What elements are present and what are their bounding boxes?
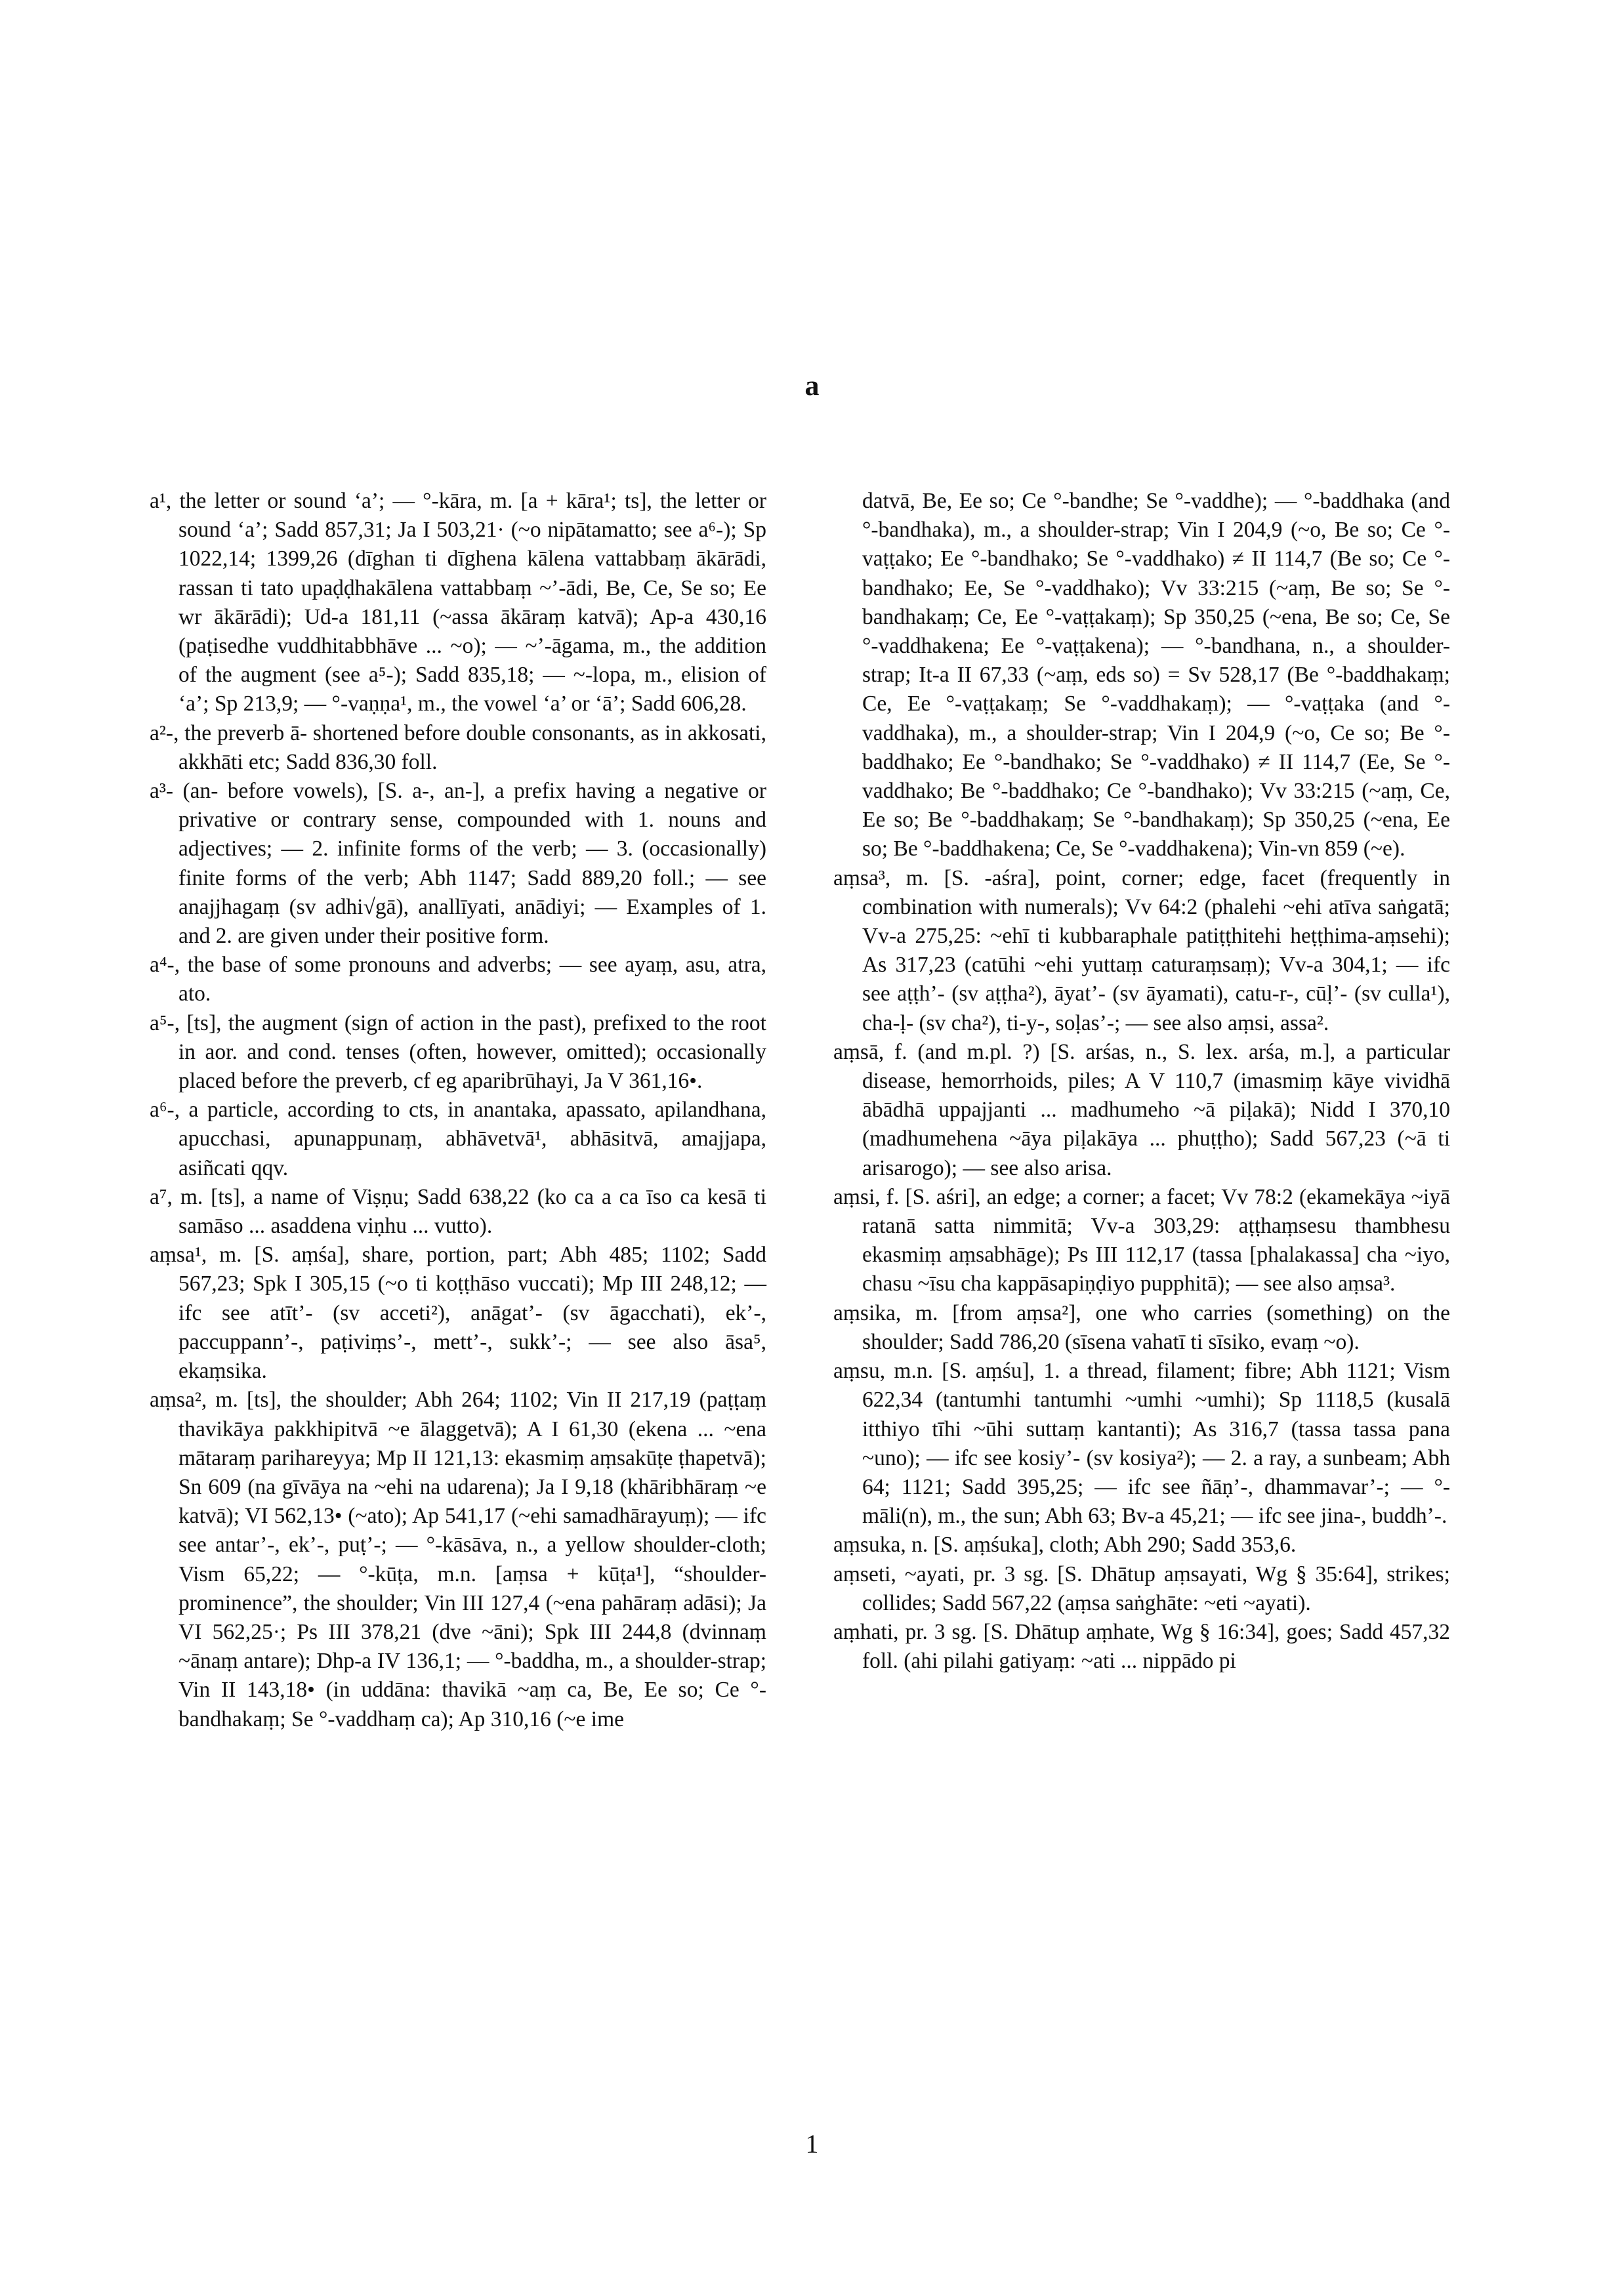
entry-a7: a⁷, m. [ts], a name of Viṣṇu; Sadd 638,22 (ko ca a ca īso ca kesā ti samāso ... asaddena viṇhu ... vutto). bbox=[150, 1184, 766, 1239]
entry-a6: a⁶-, a particle, according to cts, in anantaka, apassato, apilandhana, apucchasi, apunappunaṃ, abhāvetvā¹, abhāsitvā, amajjapa, asiñcati qqv. bbox=[150, 1098, 766, 1180]
entry-amseti: aṃseti, ~ayati, pr. 3 sg. [S. Dhātup aṃsayati, Wg § 35:64], strikes; collides; Sadd 567,22 (aṃsa saṅghāte: ~eti ~ayati). bbox=[833, 1561, 1450, 1615]
entry-amhati: aṃhati, pr. 3 sg. [S. Dhātup aṃhate, Wg § 16:34], goes; Sadd 457,32 foll. (ahi pilahi gatiyaṃ: ~ati ... nippādo pi bbox=[833, 1619, 1450, 1674]
entry-amsa2: aṃsa², m. [ts], the shoulder; Abh 264; 1102; Vin II 217,19 (paṭṭaṃ thavikāya pakkhipitvā ~e ālaggetvā); A I 61,30 (ekena ... ~ena mātaraṃ parihareyya; Mp II 121,13: ekasmiṃ aṃsakūṭe ṭhapetvā); Sn 609 (na gīvāya na ~ehi na udarena); Ja I 9,18 (khāribhāraṃ ~e katvā); VI 562,13• (~ato); Ap 541,17 (~ehi samadhārayuṃ); — ifc see antar’-, ek’-, puṭ’-; — °-kāsāva, n., a yellow shoulder-cloth; Vism 65,22; — °-kūṭa, m.n. [aṃsa + kūṭa¹], “shoulder-prominence”, the shoulder; Vin III 127,4 (~ena pahāraṃ adāsi); Ja VI 562,25·; Ps III 378,21 (dve ~āni); Spk III 244,8 (dvinnaṃ ~ānaṃ antare); Dhp-a IV 136,1; — °-baddha, m., a shoulder-strap; Vin II 143,18• (in uddāna: thavikā ~aṃ ca, Be, Ee so; Ce °-bandhakaṃ; Se °-vaddhaṃ ca); Ap 310,16 (~e ime bbox=[150, 1388, 766, 1731]
entry-a4: a⁴-, the base of some pronouns and adverbs; — see ayaṃ, asu, atra, ato. bbox=[150, 953, 766, 1006]
entry-a1: a¹, the letter or sound ‘a’; — °-kāra, m. [a + kāra¹; ts], the letter or sound ‘a’; Sadd 857,31; Ja I 503,21· (~o nipātamatto; see a⁶-); Sp 1022,14; 1399,26 (dīghan ti dīghena kālena vattabbaṃ ākārādi, rassan ti tato upaḍḍhakālena vattabbaṃ ~’-ādi, Be, Ce, Se so; Ee wr ākārādi); Ud-a 181,11 (~assa ākāraṃ katvā); Ap-a 430,16 (paṭisedhe vuddhitabbhāve ... ~o); — ~’-āgama, m., the addition of the augment (see a⁵-); Sadd 835,18; — ~-lopa, m., elision of ‘a’; Sp 213,9; — °-vaṇṇa¹, m., the vowel ‘a’ or ‘ā’; Sadd 606,28. bbox=[150, 489, 766, 716]
entry-amsuka: aṃsuka, n. [S. aṃśuka], cloth; Abh 290; Sadd 353,6. bbox=[833, 1533, 1297, 1558]
entry-a2: a²-, the preverb ā- shortened before double consonants, as in akkosati, akkhāti etc; Sadd 836,30 foll. bbox=[150, 720, 766, 774]
entry-amsa2-continued: datvā, Be, Ee so; Ce °-bandhe; Se °-vaddhe); — °-baddhaka (and °-bandhaka), m., a shoulder-strap; Vin I 204,9 (~o, Be so; Ce °-vaṭṭako; Ee °-bandhako; Se °-vaddhako) ≠ II 114,7 (Be so; Ce °-bandhako; Ee, Se °-vaddhako); Vv 33:215 (~aṃ, Be so; Se °-bandhakaṃ; Ce, Ee °-vaṭṭakaṃ); Sp 350,25 (~ena, Be so; Ce, Se °-vaddhakena; Ee °-vaṭṭakena); — °-bandhana, n., a shoulder-strap; It-a II 67,33 (~aṃ, eds so) = Sv 528,17 (Be °-baddhakaṃ; Ce, Ee °-vaṭṭakaṃ; Se °-vaddhakaṃ); — °-vaṭṭaka (and °-vaddhaka), m., a shoulder-strap; Vin I 204,9 (~o, Ce so; Be °-baddhako; Ee °-bandhako; Se °-vaddhako) ≠ II 114,7 (Ee, Se °-vaddhako; Be °-baddhako; Ce °-bandhako); Vv 33:215 (~aṃ, Ce, Ee so; Be °-baddhakaṃ; Se °-bandhakaṃ); Sp 350,25 (~ena, Ee so; Be °-baddhakena; Ce, Se °-vaddhakena); Vin-vn 859 (~e). bbox=[862, 489, 1450, 861]
left-column bbox=[150, 487, 766, 1734]
entry-amsa3: aṃsa³, m. [S. -aśra], point, corner; edge, facet (frequently in combination with numerals); Vv 64:2 (phalehi ~ehi atīva saṅgatā; Vv-a 275,25: ~ehī ti kubbaraphale patiṭṭhitehi heṭṭhima-aṃsehi); As 317,23 (catūhi ~ehi yuttaṃ caturaṃsaṃ); Vv-a 304,1; — ifc see aṭṭh’- (sv aṭṭha²), āyat’- (sv āyamati), catu-r-, cūḷ’- (sv culla¹), cha-ḷ- (sv cha²), ti-y-, soḷas’-; — see also aṃsi, assa². bbox=[833, 865, 1450, 1035]
entry-amsi: aṃsi, f. [S. aśri], an edge; a corner; a facet; Vv 78:2 (ekamekāya ~iyā ratanā satta nimmitā; Vv-a 303,29: aṭṭhaṃsesu thambhesu ekasmiṃ aṃsabhāge); Ps III 112,17 (tassa [phalakassa] cha ~iyo, chasu ~īsu cha kappāsapiṇḍiyo pupphitā); — see also aṃsa³. bbox=[833, 1184, 1450, 1296]
entry-a5: a⁵-, [ts], the augment (sign of action in the past), prefixed to the root in aor. and cond. tenses (often, however, omitted); occasionally placed before the preverb, cf eg aparibrūhayi, Ja V 361,16•. bbox=[150, 1010, 766, 1094]
entry-amsika: aṃsika, m. [from aṃsa²], one who carries (something) on the shoulder; Sadd 786,20 (sīsena vahatī ti sīsiko, evaṃ ~o). bbox=[833, 1300, 1450, 1354]
entry-a3: a³- (an- before vowels), [S. a-, an-], a prefix having a negative or privative or contrary sense, compounded with 1. nouns and adjectives; — 2. infinite forms of the verb; — 3. (occasionally) finite forms of the verb; Abh 1147; Sadd 889,20 foll.; — see anajjhagaṃ (sv adhi√gā), anallīyati, anādiyi; — Examples of 1. and 2. are given under their positive form. bbox=[150, 779, 766, 949]
entry-amsa-disease: aṃsā, f. (and m.pl. ?) [S. arśas, n., S. lex. arśa, m.], a particular disease, hemorrhoids, piles; A V 110,7 (imasmiṃ kāye vividhā ābādhā uppajjanti ... madhumeho ~ā piḷakā); Nidd I 370,10 (madhumehena ~āya piḷakāya ... phuṭṭho); Sadd 567,23 (~ā ti arisarogo); — see also arisa. bbox=[833, 1039, 1450, 1180]
entry-amsu: aṃsu, m.n. [S. aṃśu], 1. a thread, filament; fibre; Abh 1121; Vism 622,34 (tantumhi tantumhi ~umhi ~umhi); Sp 1118,5 (kusalā itthiyo tīhi ~ūhi suttaṃ kantanti); As 316,7 (tassa tassa pana ~uno); — ifc see kosiy’- (sv kosiya²); — 2. a ray, a sunbeam; Abh 64; 1121; Sadd 395,25; — ifc see ñāṇ’-, dhammavar’-; — °-māli(n), m., the sun; Abh 63; Bv-a 45,21; — ifc see jina-, buddh’-. bbox=[833, 1359, 1450, 1529]
right-column bbox=[833, 487, 1450, 1676]
entry-amsa1: aṃsa¹, m. [S. aṃśa], share, portion, part; Abh 485; 1102; Sadd 567,23; Spk I 305,15 (~o ti koṭṭhāso vuccati); Mp III 248,12; — ifc see atīt’- (sv acceti²), anāgat’- (sv āgacchati), ek’-, paccuppann’-, paṭiviṃs’-, mett’-, sukk’-; — see also āsa⁵, ekaṃsika. bbox=[150, 1243, 766, 1384]
page-number: 1 bbox=[805, 2129, 819, 2159]
running-head: a bbox=[804, 369, 820, 402]
